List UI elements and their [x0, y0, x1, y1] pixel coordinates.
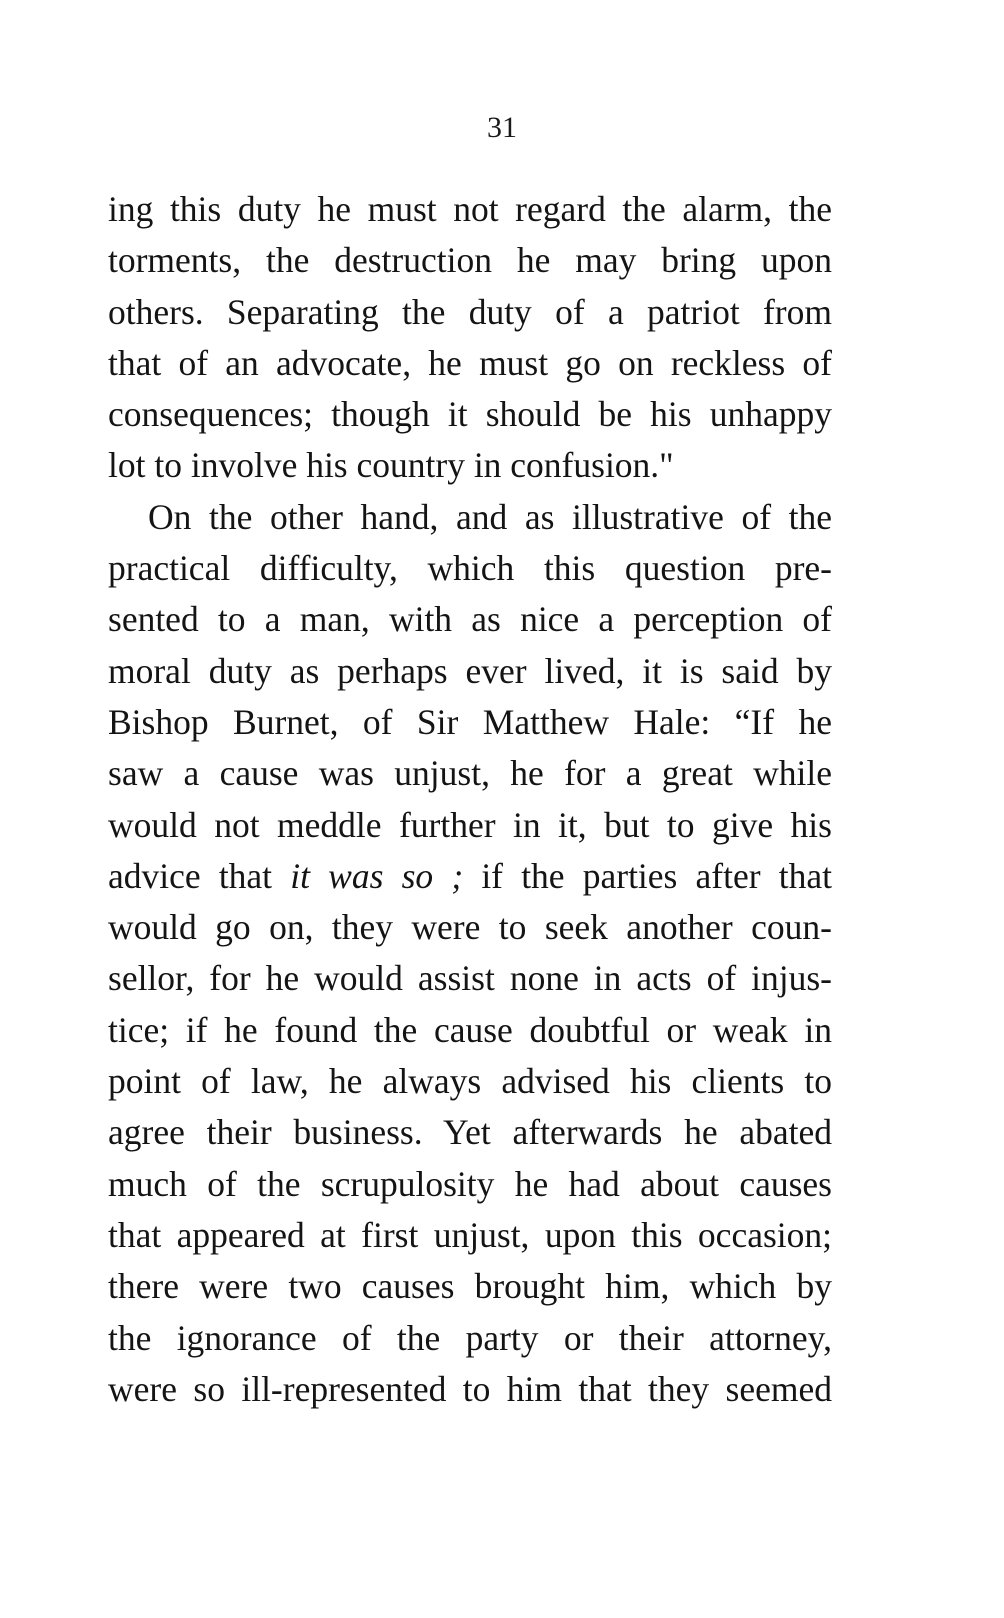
- page-number: 31: [487, 111, 517, 144]
- italic-phrase: it was so ;: [290, 855, 464, 896]
- text-line: sented to a man, with as nice a perception of: [108, 599, 832, 640]
- text-line: were so ill-represented to him that they seemed: [108, 1368, 832, 1409]
- text-line: that appeared at first unjust, upon this occasion;: [108, 1214, 832, 1255]
- text-line: torments, the destruction he may bring upon: [108, 240, 832, 281]
- paragraph-start-line: On the other hand, and as illustrative of the: [148, 496, 832, 537]
- text-line: ing this duty he must not regard the alarm, the: [108, 189, 832, 229]
- body-text: [108, 184, 832, 1415]
- text-line: moral duty as perhaps ever lived, it is said by: [108, 650, 832, 691]
- text-line: much of the scrupulosity he had about causes: [108, 1163, 832, 1204]
- text-line-with-italic: [108, 851, 832, 902]
- text-line: the ignorance of the party or their attorney,: [108, 1317, 832, 1358]
- line-text-before-italic: advice that: [108, 855, 291, 896]
- text-line: Bishop Burnet, of Sir Matthew Hale: “If he: [108, 701, 832, 742]
- text-line: would go on, they were to seek another coun-: [108, 907, 832, 948]
- text-line: consequences; though it should be his unhappy: [108, 394, 832, 435]
- text-line: practical difficulty, which this question pre-: [108, 548, 832, 589]
- text-line: would not meddle further in it, but to give his: [108, 804, 832, 845]
- text-line: others. Separating the duty of a patriot from: [108, 291, 832, 332]
- text-line: sellor, for he would assist none in acts of injus-: [108, 958, 832, 999]
- paragraph-end-line: lot to involve his country in confusion.": [108, 445, 674, 486]
- line-text-after-italic: if the parties after that: [463, 855, 832, 896]
- text-line: saw a cause was unjust, he for a great while: [108, 753, 832, 794]
- text-line: agree their business. Yet afterwards he abated: [108, 1112, 832, 1153]
- text-line: point of law, he always advised his clients to: [108, 1061, 832, 1102]
- text-line: there were two causes brought him, which by: [108, 1266, 832, 1307]
- text-line: tice; if he found the cause doubtful or weak in: [108, 1009, 832, 1050]
- text-line: that of an advocate, he must go on reckless of: [108, 342, 832, 383]
